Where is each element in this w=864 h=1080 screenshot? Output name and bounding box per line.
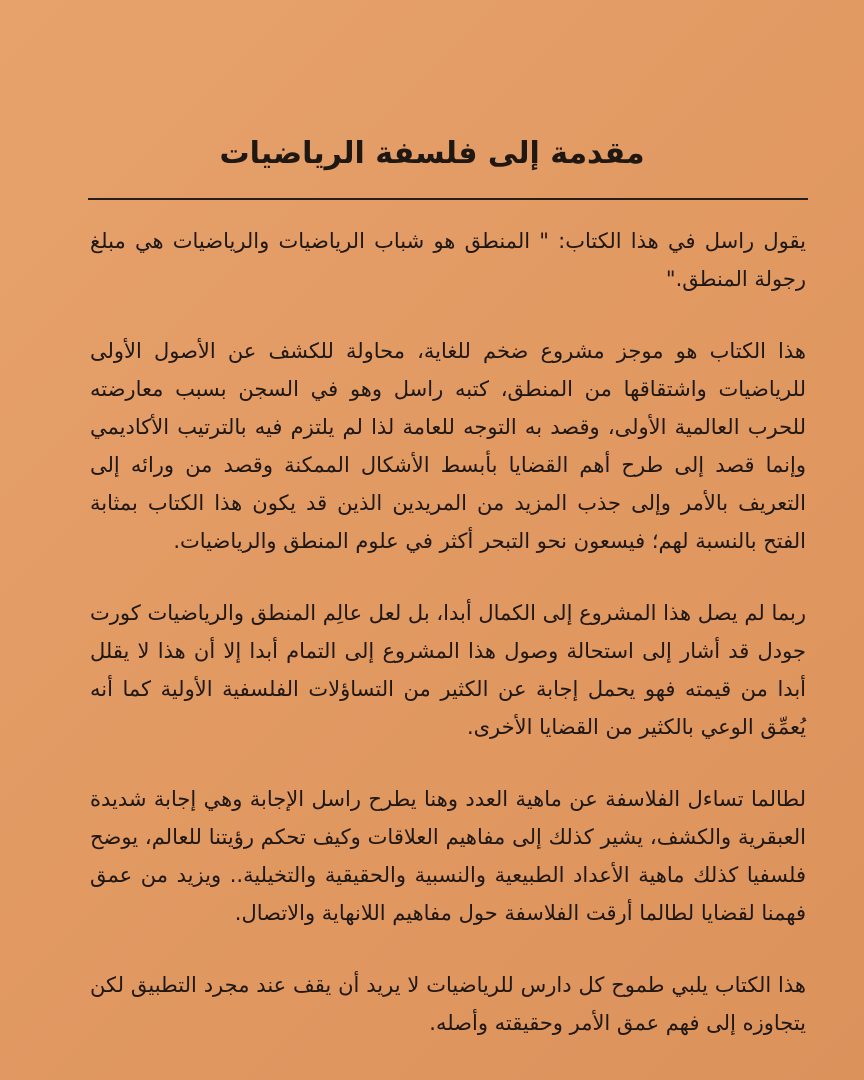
paragraph-godel: ربما لم يصل هذا المشروع إلى الكمال أبدا، بل لعل عالِم المنطق والرياضيات كورت جودل قد أشار إلى استحالة وصول هذا المشروع إلى التمام أبدا إلا أن هذا لا يقلل أبدا من قيمته فهو يحمل إجابة عن الكثير من التساؤلات الفلسفية الأولية كما أنه يُعمِّق الوعي بالكثير من القضايا الأخرى. xyxy=(90,601,806,739)
paragraph-number: لطالما تساءل الفلاسفة عن ماهية العدد وهنا يطرح راسل الإجابة وهي إجابة شديدة العبقرية والكشف، يشير كذلك إلى مفاهيم العلاقات وكيف تحكم رؤيتنا للعالم، يوضح فلسفيا كذلك ماهية الأعداد الطبيعية والنسبية والحقيقية والتخيلية.. ويزيد من عمق فهمنا لقضايا لطالما أرقت الفلاسفة حول مفاهيم اللانهاية والاتصال. xyxy=(90,787,806,925)
title-divider xyxy=(88,198,808,200)
paragraph-summary: هذا الكتاب هو موجز مشروع ضخم للغاية، محاولة للكشف عن الأصول الأولى للرياضيات واشتقاقها من المنطق، كتبه راسل وهو في السجن بسبب معارضته للحرب العالمية الأولى، وقصد به التوجه للعامة لذا لم يلتزم فيه بالترتيب الأكاديمي وإنما قصد إلى طرح أهم القضايا بأبسط الأشكال الممكنة وقصد من ورائه إلى التعريف بالأمر وإلى جذب المزيد من المريدين الذين قد يكون هذا الكتاب بمثابة الفتح بالنسبة لهم؛ فيسعون نحو التبحر أكثر في علوم المنطق والرياضيات. xyxy=(90,339,806,553)
paragraph-quote: يقول راسل في هذا الكتاب: " المنطق هو شباب الرياضيات والرياضيات هي مبلغ رجولة المنطق." xyxy=(90,229,806,291)
blurb-text xyxy=(90,222,806,1076)
book-title: مقدمة إلى فلسفة الرياضيات xyxy=(219,136,645,171)
paragraph-closing: هذا الكتاب يلبي طموح كل دارس للرياضيات لا يريد أن يقف عند مجرد التطبيق لكن يتجاوزه إلى فهم عمق الأمر وحقيقته وأصله. xyxy=(90,973,806,1035)
